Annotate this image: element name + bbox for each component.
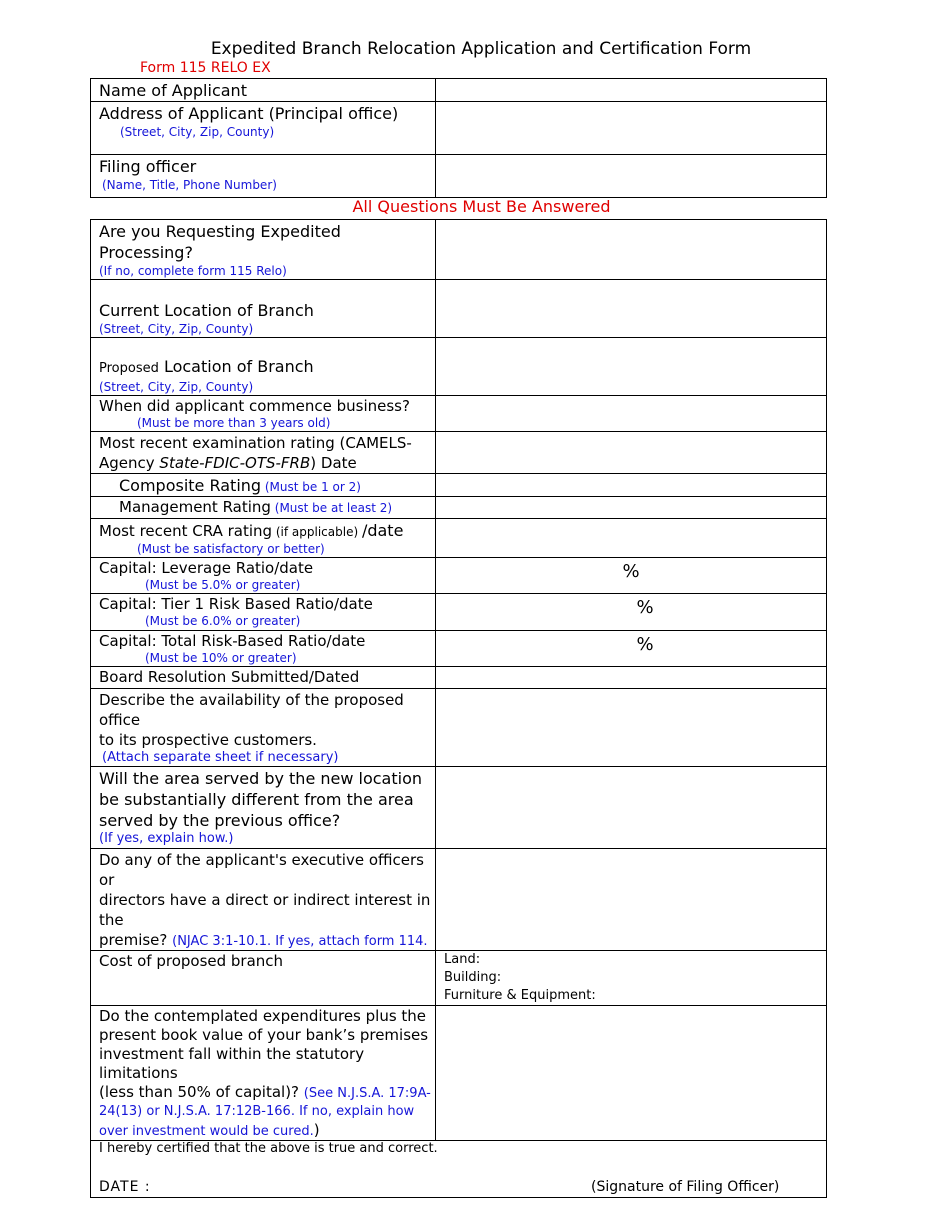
applicant-table	[90, 78, 827, 198]
exam-label-date: ) Date	[310, 454, 357, 472]
proposed-location-field[interactable]	[436, 338, 827, 396]
cost-land[interactable]: Land:	[444, 952, 481, 967]
name-label: Name of Applicant	[99, 81, 247, 100]
form-number: Form 115 RELO EX	[140, 60, 271, 76]
area-label-line2: be substantially different from the area	[99, 790, 414, 809]
commence-field[interactable]	[436, 396, 827, 432]
expend-close-paren: )	[313, 1121, 320, 1139]
interest-label-line2: directors have a direct or indirect interest in the	[99, 891, 431, 929]
cra-note: (if applicable)	[272, 525, 362, 539]
expedited-hint: (If no, complete form 115 Relo)	[99, 264, 287, 278]
filing-officer-hint: (Name, Title, Phone Number)	[102, 178, 277, 192]
availability-label-line1: Describe the availability of the proposed office	[99, 691, 404, 729]
filing-officer-field[interactable]	[436, 155, 827, 198]
interest-label-line3: premise?	[99, 931, 173, 949]
address-field[interactable]	[436, 102, 827, 155]
leverage-label: Capital: Leverage Ratio/date	[99, 559, 314, 577]
cost-furniture[interactable]: Furniture & Equipment:	[444, 988, 596, 1003]
tier1-field[interactable]	[436, 594, 827, 631]
exam-field[interactable]	[436, 432, 827, 474]
interest-hint: (NJAC 3:1-10.1. If yes, attach form 114.	[172, 934, 428, 949]
expedited-label: Are you Requesting Expedited Processing?	[99, 222, 341, 262]
name-field[interactable]	[436, 79, 827, 102]
date-label: DATE :	[99, 1179, 151, 1195]
availability-field[interactable]	[436, 689, 827, 767]
current-location-label: Current Location of Branch	[99, 301, 314, 320]
area-label-line1: Will the area served by the new location	[99, 769, 423, 788]
exam-label-line1: Most recent examination rating (CAMELS-	[99, 434, 412, 452]
signature-label: (Signature of Filing Officer)	[591, 1179, 780, 1195]
cra-field[interactable]	[436, 519, 827, 558]
area-field[interactable]	[436, 767, 827, 849]
address-hint: (Street, City, Zip, County)	[120, 125, 275, 139]
expedited-field[interactable]	[436, 220, 827, 280]
expend-field[interactable]	[436, 1006, 827, 1141]
composite-field[interactable]	[436, 474, 827, 497]
leverage-percent: %	[622, 561, 640, 582]
total-percent: %	[636, 634, 654, 655]
management-field[interactable]	[436, 497, 827, 519]
composite-hint: (Must be 1 or 2)	[261, 480, 361, 494]
total-hint: (Must be 10% or greater)	[145, 651, 297, 665]
commence-hint: (Must be more than 3 years old)	[137, 416, 331, 430]
proposed-location-label: Location of Branch	[158, 357, 314, 376]
board-label: Board Resolution Submitted/Dated	[99, 668, 360, 686]
interest-field[interactable]	[436, 849, 827, 951]
total-label: Capital: Total Risk-Based Ratio/date	[99, 632, 366, 650]
expend-hint-line2: 24(13) or N.J.S.A. 17:12B-166. If no, explain how	[99, 1104, 415, 1119]
certification-block	[91, 1141, 827, 1198]
cra-label: Most recent CRA rating	[99, 522, 273, 540]
current-location-hint: (Street, City, Zip, County)	[99, 322, 254, 336]
expend-label-line1: Do the contemplated expenditures plus the	[99, 1007, 427, 1025]
tier1-percent: %	[636, 597, 654, 618]
management-label: Management Rating	[119, 498, 271, 516]
proposed-location-hint: (Street, City, Zip, County)	[99, 380, 254, 394]
form-title: Expedited Branch Relocation Application and Certification Form	[210, 39, 752, 59]
certification-statement: I hereby certified that the above is true and correct.	[99, 1141, 438, 1156]
expend-label-line3: investment fall within the statutory limitations	[99, 1045, 365, 1082]
management-hint: (Must be at least 2)	[270, 501, 393, 515]
cost-building[interactable]: Building:	[444, 970, 502, 985]
cra-date-label: /date	[361, 521, 404, 540]
expend-label-line2: present book value of your bank’s premises	[99, 1026, 429, 1044]
exam-label-agency: Agency	[99, 454, 160, 472]
cra-hint: (Must be satisfactory or better)	[137, 542, 325, 556]
area-hint: (If yes, explain how.)	[99, 831, 234, 846]
address-label: Address of Applicant (Principal office)	[99, 104, 399, 123]
interest-label-line1: Do any of the applicant's executive officers or	[99, 851, 424, 889]
composite-label: Composite Rating	[119, 476, 262, 495]
tier1-hint: (Must be 6.0% or greater)	[145, 614, 301, 628]
questions-notice: All Questions Must Be Answered	[352, 197, 611, 216]
exam-agencies: State-FDIC-OTS-FRB	[159, 454, 311, 472]
board-field[interactable]	[436, 667, 827, 689]
expend-hint-line1: (See N.J.S.A. 17:9A-	[303, 1086, 431, 1101]
current-location-field[interactable]	[436, 280, 827, 338]
expend-hint-line3: over investment would be cured.	[99, 1124, 314, 1139]
area-label-line3: served by the previous office?	[99, 811, 341, 830]
questions-table	[90, 219, 827, 1198]
commence-label: When did applicant commence business?	[99, 397, 410, 415]
cost-label: Cost of proposed branch	[99, 952, 284, 970]
leverage-field[interactable]	[436, 558, 827, 594]
expend-label-line4: (less than 50% of capital)?	[99, 1083, 304, 1101]
leverage-hint: (Must be 5.0% or greater)	[145, 578, 301, 592]
availability-hint: (Attach separate sheet if necessary)	[102, 750, 339, 765]
proposed-prefix: Proposed	[99, 361, 159, 376]
total-field[interactable]	[436, 631, 827, 667]
filing-officer-label: Filing officer	[99, 157, 197, 176]
availability-label-line2: to its prospective customers.	[99, 731, 317, 749]
tier1-label: Capital: Tier 1 Risk Based Ratio/date	[99, 595, 373, 613]
